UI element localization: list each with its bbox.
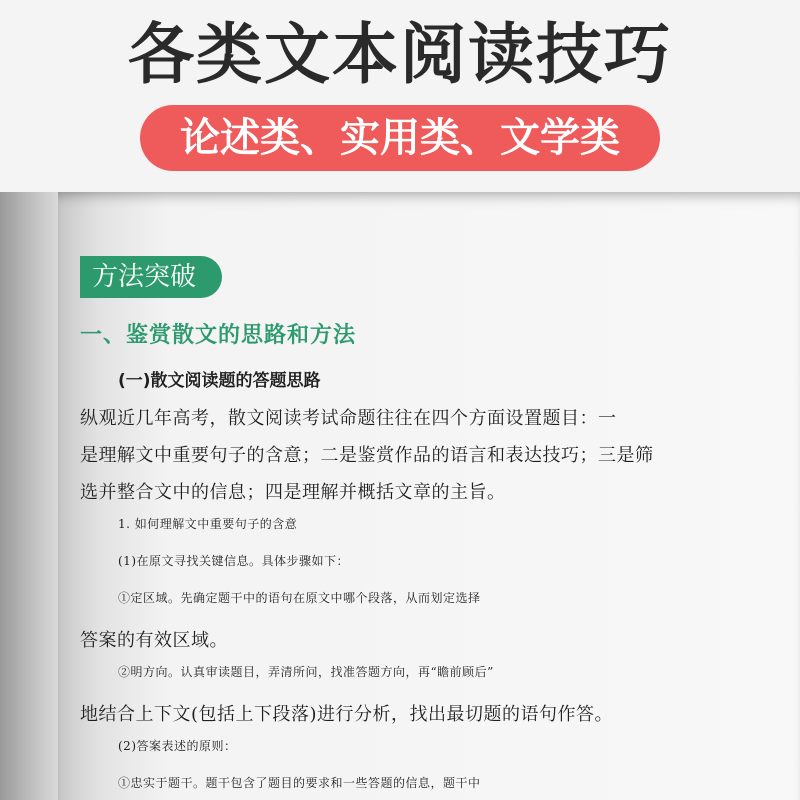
header-banner <box>0 0 800 195</box>
text-line: 地结合上下文(包括上下段落)进行分析，找出最切题的语句作答。 <box>80 704 614 725</box>
section-badge: 方法突破 <box>80 256 222 298</box>
text-line: 答案的有效区域。 <box>80 630 228 651</box>
text-line: 是理解文中重要句子的含意；二是鉴赏作品的语言和表达技巧；三是筛 <box>80 445 654 466</box>
text-line: (1)在原文寻找关键信息。具体步骤如下： <box>118 554 349 568</box>
text-line: 选并整合文中的信息；四是理解并概括文章的主旨。 <box>80 482 506 503</box>
section-heading: 一、鉴赏散文的思路和方法 <box>80 323 357 348</box>
section-subheading: (一)散文阅读题的答题思路 <box>118 371 321 391</box>
text-line: ①忠实于题干。题干包含了题目的要求和一些答题的信息，题干中 <box>118 776 481 790</box>
text-line: 纵观近几年高考，散文阅读考试命题往往在四个方面设置题目：一 <box>80 408 617 429</box>
main-title: 各类文本阅读技巧 <box>128 16 672 93</box>
text-line: (2)答案表述的原则： <box>118 739 237 753</box>
text-line: 1. 如何理解文中重要句子的含意 <box>118 517 298 531</box>
text-line: ①定区域。先确定题干中的语句在原文中哪个段落，从而划定选择 <box>118 591 481 605</box>
subtitle-pill: 论述类、实用类、文学类 <box>140 105 660 171</box>
text-line: ②明方向。认真审读题目，弄清所问，找准答题方向，再“瞻前顾后” <box>118 665 494 679</box>
